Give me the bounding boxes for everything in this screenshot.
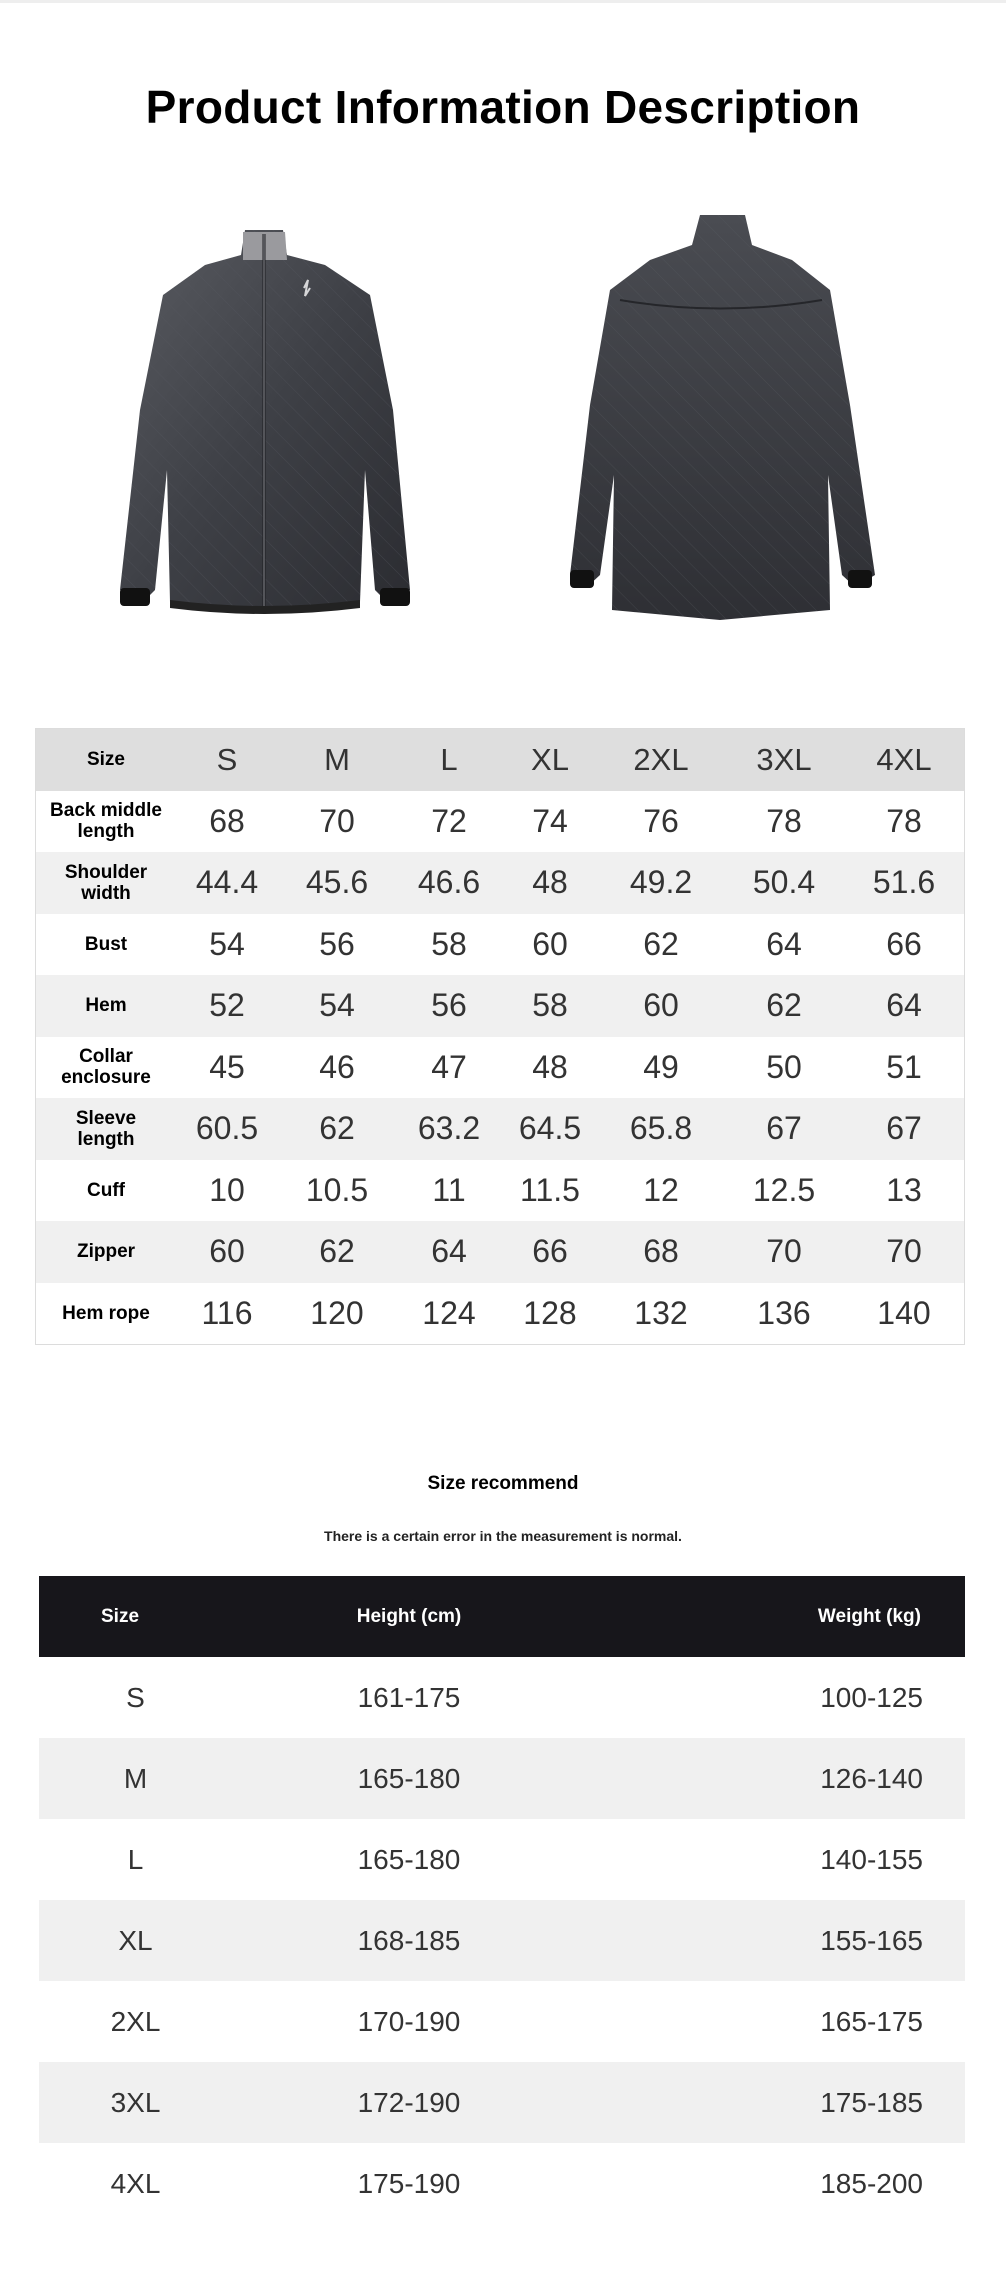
size-recommend-table [39, 1576, 965, 2224]
size-header-cell: S [216, 741, 238, 777]
header-size: Size [101, 1605, 140, 1627]
measurement-value: 60.5 [195, 1110, 259, 1147]
size-chart-row [36, 852, 964, 914]
header-weight: Weight (kg) [817, 1605, 921, 1627]
measurement-value: 45.6 [305, 864, 369, 901]
recommend-height: 165-180 [357, 1762, 461, 1794]
recommend-size: 3XL [110, 2086, 161, 2118]
measurement-value: 48 [532, 1048, 568, 1085]
measurement-value: 65.8 [629, 1110, 693, 1147]
header-height: Height (cm) [356, 1605, 462, 1627]
size-chart-header-label: Size [86, 749, 126, 771]
measurement-value: 51 [886, 1048, 922, 1085]
size-chart-row [36, 1283, 964, 1345]
measurement-value: 11 [432, 1171, 466, 1208]
jacket-back-photo [530, 205, 910, 635]
measurement-value: 46.6 [417, 864, 481, 901]
measurement-value: 132 [634, 1294, 688, 1331]
size-chart-row [36, 914, 964, 976]
measurement-value: 63.2 [417, 1110, 481, 1147]
recommend-height: 168-185 [357, 1924, 461, 1956]
measurement-value: 68 [209, 802, 245, 839]
recommend-weight: 175-185 [820, 2086, 923, 2118]
measurement-value: 48 [532, 864, 568, 901]
measurement-value: 74 [532, 802, 568, 839]
measurement-label: Zipper [76, 1241, 136, 1263]
measurement-label: Sleeve length [75, 1107, 137, 1150]
measurement-value: 120 [310, 1294, 364, 1331]
size-chart-row [36, 1160, 964, 1222]
measurement-value: 44.4 [195, 864, 259, 901]
measurement-value: 13 [886, 1171, 922, 1208]
measurement-value: 58 [532, 987, 568, 1024]
measurement-value: 60 [643, 987, 679, 1024]
size-header-cell: 2XL [633, 741, 689, 777]
recommend-size: 4XL [110, 2167, 161, 2199]
size-chart-row [36, 791, 964, 853]
measurement-value: 12 [643, 1171, 679, 1208]
size-chart-header-row [36, 729, 964, 791]
measurement-value: 52 [209, 987, 245, 1024]
recommend-size: M [123, 1762, 148, 1794]
measurement-value: 54 [319, 987, 355, 1024]
size-chart-row [36, 1098, 964, 1160]
measurement-value: 66 [886, 925, 922, 962]
size-recommend-row [39, 1819, 965, 1900]
measurement-value: 46 [319, 1048, 355, 1085]
measurement-label: Hem rope [62, 1302, 150, 1324]
size-recommend-row [39, 2143, 965, 2224]
measurement-value: 56 [319, 925, 355, 962]
recommend-weight: 185-200 [820, 2167, 923, 2199]
measurement-value: 56 [431, 987, 467, 1024]
measurement-value: 62 [319, 1233, 355, 1270]
measurement-value: 72 [431, 802, 467, 839]
recommend-size: S [126, 1681, 145, 1713]
recommend-weight: 165-175 [820, 2005, 923, 2037]
measurement-value: 62 [643, 925, 679, 962]
size-recommend-header-row [39, 1576, 965, 1657]
measurement-value: 78 [886, 802, 922, 839]
measurement-value: 67 [766, 1110, 802, 1147]
measurement-value: 12.5 [752, 1171, 816, 1208]
size-chart-row [36, 1221, 964, 1283]
measurement-value: 136 [757, 1294, 811, 1331]
recommend-size: XL [118, 1924, 153, 1956]
measurement-value: 47 [431, 1048, 467, 1085]
recommend-height: 165-180 [357, 1843, 461, 1875]
measurement-value: 66 [532, 1233, 568, 1270]
recommend-size: 2XL [110, 2005, 161, 2037]
measurement-value: 67 [886, 1110, 922, 1147]
measurement-value: 68 [643, 1233, 679, 1270]
size-recommend-row [39, 1738, 965, 1819]
measurement-value: 60 [532, 925, 568, 962]
measurement-value: 11.5 [520, 1171, 580, 1208]
measurement-value: 50 [766, 1048, 802, 1085]
measurement-value: 64 [766, 925, 802, 962]
recommend-height: 172-190 [357, 2086, 461, 2118]
measurement-value: 76 [643, 802, 679, 839]
size-chart-table [35, 728, 965, 1345]
measurement-value: 70 [766, 1233, 802, 1270]
size-recommend-row [39, 2062, 965, 2143]
measurement-value: 140 [877, 1294, 931, 1331]
measurement-label: Back middle length [50, 800, 162, 843]
size-recommend-note: There is a certain error in the measurement is normal. [324, 1528, 682, 1544]
recommend-weight: 100-125 [820, 1681, 923, 1713]
size-chart-row [36, 975, 964, 1037]
measurement-value: 124 [422, 1294, 476, 1331]
size-chart-row [36, 1037, 964, 1099]
measurement-value: 128 [523, 1294, 577, 1331]
measurement-value: 10 [209, 1171, 245, 1208]
size-header-cell: L [440, 741, 458, 777]
size-recommend-row [39, 1657, 965, 1738]
top-divider [0, 0, 1006, 3]
measurement-value: 116 [201, 1294, 253, 1331]
size-recommend-title: Size recommend [427, 1473, 579, 1494]
measurement-value: 58 [431, 925, 467, 962]
measurement-value: 62 [766, 987, 802, 1024]
recommend-weight: 126-140 [820, 1762, 923, 1794]
recommend-height: 170-190 [357, 2005, 461, 2037]
measurement-label: Bust [84, 933, 128, 955]
size-header-cell: XL [531, 741, 569, 777]
jacket-front-photo [75, 210, 455, 630]
recommend-height: 175-190 [357, 2167, 461, 2199]
measurement-label: Cuff [87, 1179, 125, 1201]
measurement-value: 64 [886, 987, 922, 1024]
size-header-cell: M [324, 741, 350, 777]
measurement-value: 70 [319, 802, 355, 839]
measurement-label: Hem [85, 995, 127, 1017]
recommend-weight: 140-155 [820, 1843, 923, 1875]
measurement-value: 78 [766, 802, 802, 839]
size-recommend-row [39, 1900, 965, 1981]
measurement-value: 45 [209, 1048, 245, 1085]
measurement-value: 10.5 [305, 1171, 369, 1208]
measurement-value: 49 [643, 1048, 679, 1085]
recommend-size: L [127, 1843, 144, 1875]
measurement-value: 54 [209, 925, 245, 962]
measurement-value: 62 [319, 1110, 355, 1147]
recommend-weight: 155-165 [820, 1924, 923, 1956]
measurement-value: 64 [431, 1233, 467, 1270]
size-header-cell: 4XL [876, 741, 932, 777]
measurement-label: Collar enclosure [61, 1046, 151, 1089]
measurement-value: 49.2 [629, 864, 693, 901]
size-header-cell: 3XL [756, 741, 812, 777]
measurement-label: Shoulder width [64, 861, 148, 904]
measurement-value: 70 [886, 1233, 922, 1270]
measurement-value: 50.4 [752, 864, 816, 901]
recommend-height: 161-175 [357, 1681, 461, 1713]
size-recommend-row [39, 1981, 965, 2062]
measurement-value: 51.6 [872, 864, 936, 901]
measurement-value: 60 [209, 1233, 245, 1270]
measurement-value: 64.5 [518, 1110, 582, 1147]
page-title: Product Information Description [145, 81, 861, 133]
